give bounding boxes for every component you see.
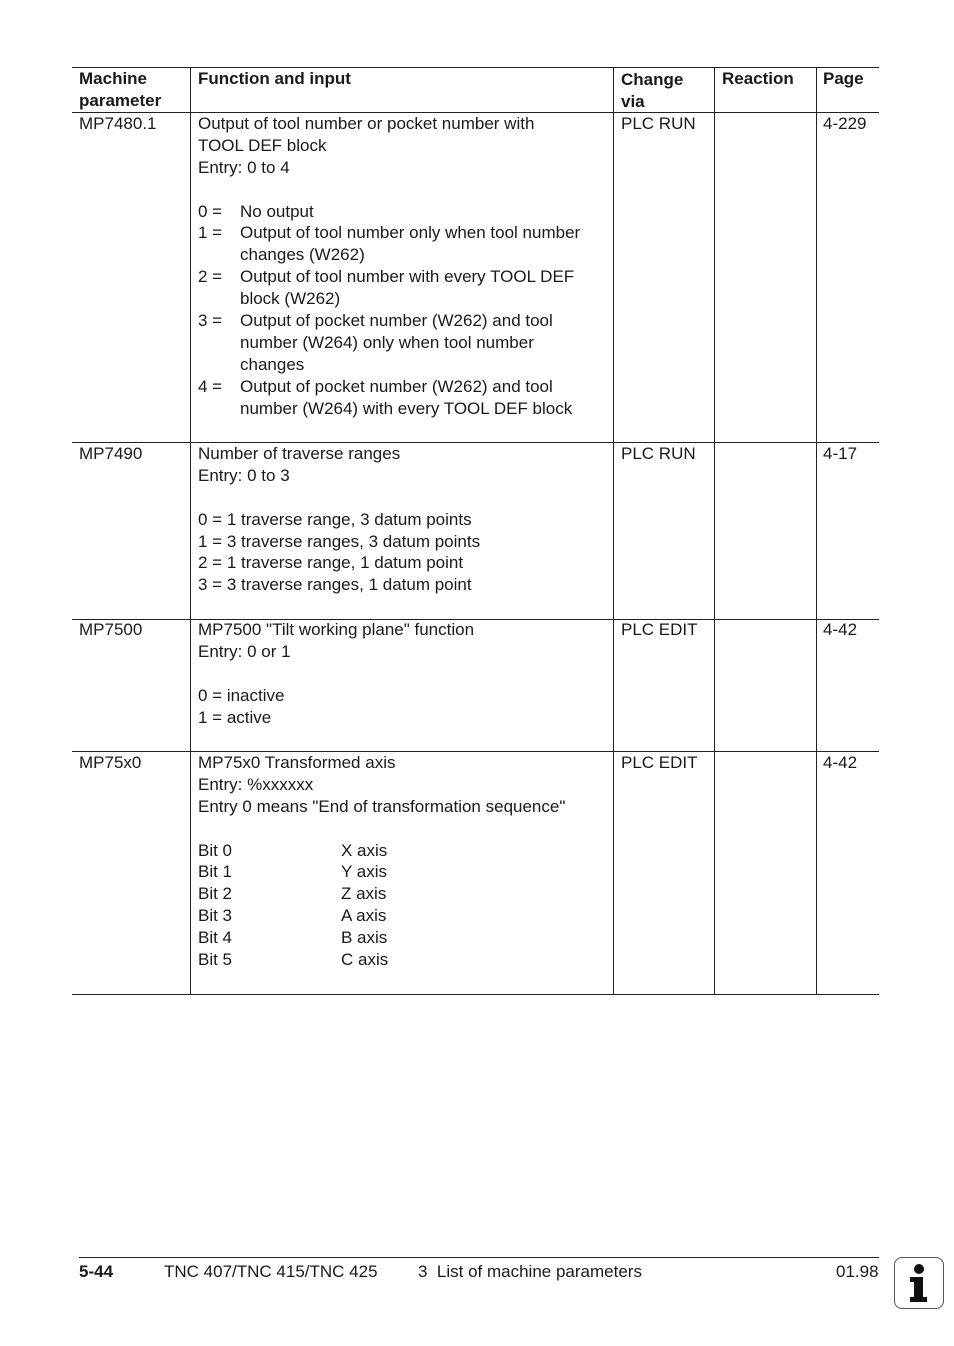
table-bottom-rule — [72, 994, 879, 995]
function-line: MP75x0 Transformed axis — [198, 753, 396, 772]
page-cell: 4-42 — [823, 620, 858, 639]
option-text: Output of pocket number (W262) and tool — [240, 311, 553, 331]
param-cell: MP7480.1 — [79, 114, 157, 133]
page-cell: 4-42 — [823, 753, 858, 772]
change-cell: PLC EDIT — [621, 753, 698, 772]
option-text: No output — [240, 201, 314, 221]
option-text: Output of tool number with every TOOL DEF — [240, 267, 575, 287]
header-function-and-input — [198, 68, 351, 90]
info-glyph-icon — [895, 1258, 942, 1307]
function-line: Entry: 0 to 3 — [198, 465, 290, 485]
bit-label: Bit 4 — [198, 928, 233, 948]
list-item: 0 = inactive — [198, 685, 285, 705]
header-reaction-label: Reaction — [722, 69, 794, 88]
param-cell: MP75x0 — [79, 753, 142, 772]
bit-row — [198, 861, 565, 883]
header-page-label: Page — [823, 69, 864, 88]
option-key: 4 = — [198, 376, 223, 396]
option-text: changes (W262) — [240, 245, 365, 265]
param-cell: MP7490 — [79, 444, 143, 463]
header-change-via — [621, 69, 701, 113]
function-cell — [198, 752, 565, 971]
function-line: Output of tool number or pocket number with — [198, 114, 535, 133]
bit-label: Bit 5 — [198, 950, 233, 970]
bit-label: Bit 0 — [198, 840, 233, 860]
axis-label: X axis — [341, 840, 388, 860]
option-key: 3 = — [198, 311, 223, 331]
bit-label: Bit 3 — [198, 906, 233, 926]
column-divider — [816, 67, 817, 994]
option-item — [198, 266, 580, 288]
header-page — [823, 68, 864, 90]
footer-date: 01.98 — [836, 1262, 879, 1281]
change-cell: PLC RUN — [621, 114, 696, 133]
bit-row — [198, 883, 565, 905]
footer-model: TNC 407/TNC 415/TNC 425 — [164, 1262, 378, 1281]
option-text: Output of pocket number (W262) and tool — [240, 376, 553, 396]
bit-label: Bit 2 — [198, 884, 233, 904]
list-item: 2 = 1 traverse range, 1 datum point — [198, 553, 464, 573]
column-divider — [613, 67, 614, 994]
function-line: TOOL DEF block — [198, 135, 327, 155]
axis-label: Y axis — [341, 862, 387, 882]
column-divider — [190, 67, 191, 994]
axis-label: C axis — [341, 950, 389, 970]
list-item: 0 = 1 traverse range, 3 datum points — [198, 509, 472, 529]
bit-row — [198, 927, 565, 949]
axis-label: Z axis — [341, 884, 387, 904]
footer-chapter: 3 List of machine parameters — [418, 1262, 642, 1281]
function-line: Entry: 0 to 4 — [198, 157, 290, 177]
bit-label: Bit 1 — [198, 862, 233, 882]
axis-label: B axis — [341, 928, 388, 948]
list-item: 1 = 3 traverse ranges, 3 datum points — [198, 531, 481, 551]
option-item — [198, 222, 580, 244]
option-text: Output of tool number only when tool number — [240, 223, 581, 243]
option-key: 2 = — [198, 267, 223, 287]
function-cell — [198, 619, 474, 728]
list-item: 3 = 3 traverse ranges, 1 datum point — [198, 575, 472, 595]
header-function-label: Function and input — [198, 69, 351, 88]
header-machine-parameter — [79, 68, 187, 112]
list-item: 1 = active — [198, 707, 272, 727]
option-text: changes — [240, 354, 305, 374]
page-cell: 4-17 — [823, 444, 858, 463]
info-icon — [894, 1257, 944, 1309]
option-text: number (W264) only when tool number — [240, 332, 534, 352]
function-cell — [198, 443, 480, 596]
option-key: 1 = — [198, 223, 223, 243]
page-cell: 4-229 — [823, 114, 867, 133]
function-line: MP7500 "Tilt working plane" function — [198, 620, 475, 639]
footer-rule — [79, 1257, 879, 1258]
param-cell: MP7500 — [79, 620, 143, 639]
footer-page-number: 5-44 — [79, 1262, 114, 1281]
function-line: Number of traverse ranges — [198, 444, 401, 463]
column-divider — [714, 67, 715, 994]
header-reaction — [722, 68, 794, 90]
header-machine-parameter-label: Machine parameter — [79, 69, 162, 110]
option-item — [198, 201, 580, 223]
option-item — [198, 376, 580, 398]
row-divider — [72, 619, 879, 620]
axis-label: A axis — [341, 906, 387, 926]
option-text: block (W262) — [240, 289, 341, 309]
bit-row — [198, 949, 565, 971]
change-cell: PLC RUN — [621, 444, 696, 463]
option-text: number (W264) with every TOOL DEF block — [240, 398, 573, 418]
option-key: 0 = — [198, 201, 223, 221]
function-line: Entry 0 means "End of transformation sequence" — [198, 796, 566, 816]
option-item — [198, 310, 580, 332]
bit-row — [198, 840, 565, 862]
change-cell: PLC EDIT — [621, 620, 698, 639]
bit-row — [198, 905, 565, 927]
function-line: Entry: 0 or 1 — [198, 641, 291, 661]
header-change-label: Change via — [621, 70, 684, 111]
function-line: Entry: %xxxxxx — [198, 774, 314, 794]
function-cell — [198, 113, 580, 420]
